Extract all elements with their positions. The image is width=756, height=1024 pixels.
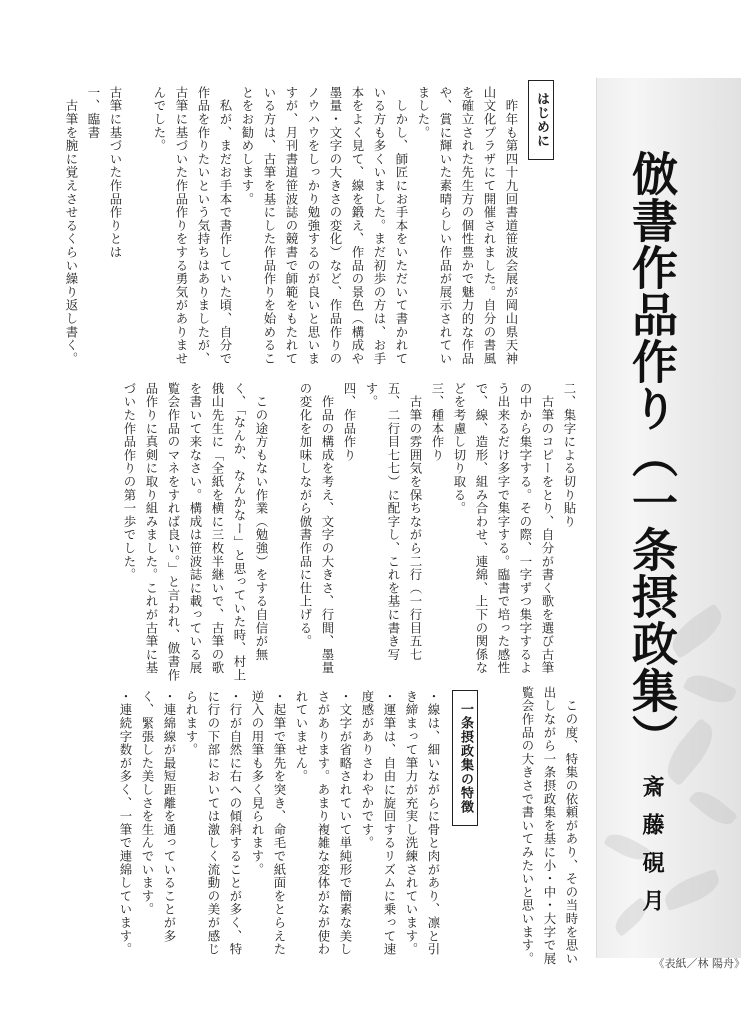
feature-item: ・連綿線が最短距離を通っていることが多く、緊張した美しさを生んでいます。 (140, 690, 177, 943)
method-text: 二、集字による切り貼り 古筆のコピーをとり、自分が書く歌を選び古筆の中から集字する。その際、一字ずつ集字するよう出来るだけ多字で集字する。臨書で培った感性で、線、造形、組み合わせ、連綿、上下の関係などを考慮し切り取る。 三、種本作り 古筆の雰囲気を保ちながら二行（一行目五七五、二行目七七）に配字し、これを基に書き写す。 四、作品作り 作品の構成を考え、文字の大きさ、行間、墨量の変化を加味しながら倣書作品に仕上げる。 この途方もない作業（勉強）をする自信が無く、「なんか、なんかなー」と思っていた時、村上俄山先生に「全紙を横に三枚半継いで、古筆の歌を書いて来なさい。構成は笹波誌に載っている展覧会作品のマネをすれば良い。」と言われ、倣書作品作りに真剣に取り組みました。これが古筆に基づいた作品作りの第一歩でした。 (122, 382, 577, 682)
intro-text: 昨年も第四十九回書道笹波会展が岡山県天神山文化プラザにて開催されました。自分の書風を確立された先生方の個性豊かで魅力的な作品や、賞に輝いた素晴らしい作品が展示されていました。 しかし、師匠にお手本をいただいて書かれている方も多くいました。まだ初歩の方は、お手本をよく見て、線を鍛え、作品の景色（構成や墨量・文字の大きさの変化）など、作品作りのノウハウをしっかり勉強するのが良いと思いますが、月刊書道笹波誌の競書で師範をもたれている方は、古筆を基にした作品作りを始めることをお勧めします。 私が、まだお手本で書作していた頃、自分で作品を作りたいという気持ちはありましたが、古筆に基づいた作品作りをする勇気がありませんでした。 古筆に基づいた作品作りとは 一、臨書 古筆を腕に覚えさせるくらい繰り返し書く。 (64, 86, 519, 366)
page-title: 倣書作品作り（一条摂政集） (625, 150, 679, 761)
method-body (86, 382, 580, 682)
decorative-leaf (688, 785, 738, 831)
feature-item: ・連続字数が多く、一筆で連綿しています。 (118, 690, 133, 956)
feature-item: ・起筆で筆先を突き、命毛で紙面をとらえた逆入の用筆も多く見られます。 (250, 690, 287, 956)
feature-intro-text: この度、特集の依頼があり、その当時を思い出しながら一条摂政集を基に小・中・大字で展覧会作品の大きさで書いてみたいと思います。 (520, 686, 579, 966)
feature-heading: 一条摂政集の特徴 (452, 690, 478, 826)
intro-heading: はじめに (528, 80, 554, 160)
feature-item: ・行が自然に右への傾斜することが多く、特に行の下部においては激しく流動の美が感じられます。 (184, 690, 243, 956)
feature-item: ・運筆は、自由に旋回するリズムに乗って速度感がありさわやかです。 (360, 690, 397, 956)
feature-list (118, 690, 444, 960)
feature-intro (490, 686, 582, 966)
feature-item: ・線は、細いながらに骨と肉があり、凛と引き締まって筆力が充実し洗練されています。 (404, 690, 441, 956)
decorative-leaf (683, 668, 738, 709)
feature-item: ・文字が省略されていて単純形で簡素な美しさがあります。あまり複雑な変体がなが使われていません。 (294, 690, 353, 956)
intro-body (64, 86, 522, 366)
author-name: 斎藤硯月 (639, 775, 665, 927)
cover-credit: 《表紙／林 陽舟》 (653, 957, 745, 970)
